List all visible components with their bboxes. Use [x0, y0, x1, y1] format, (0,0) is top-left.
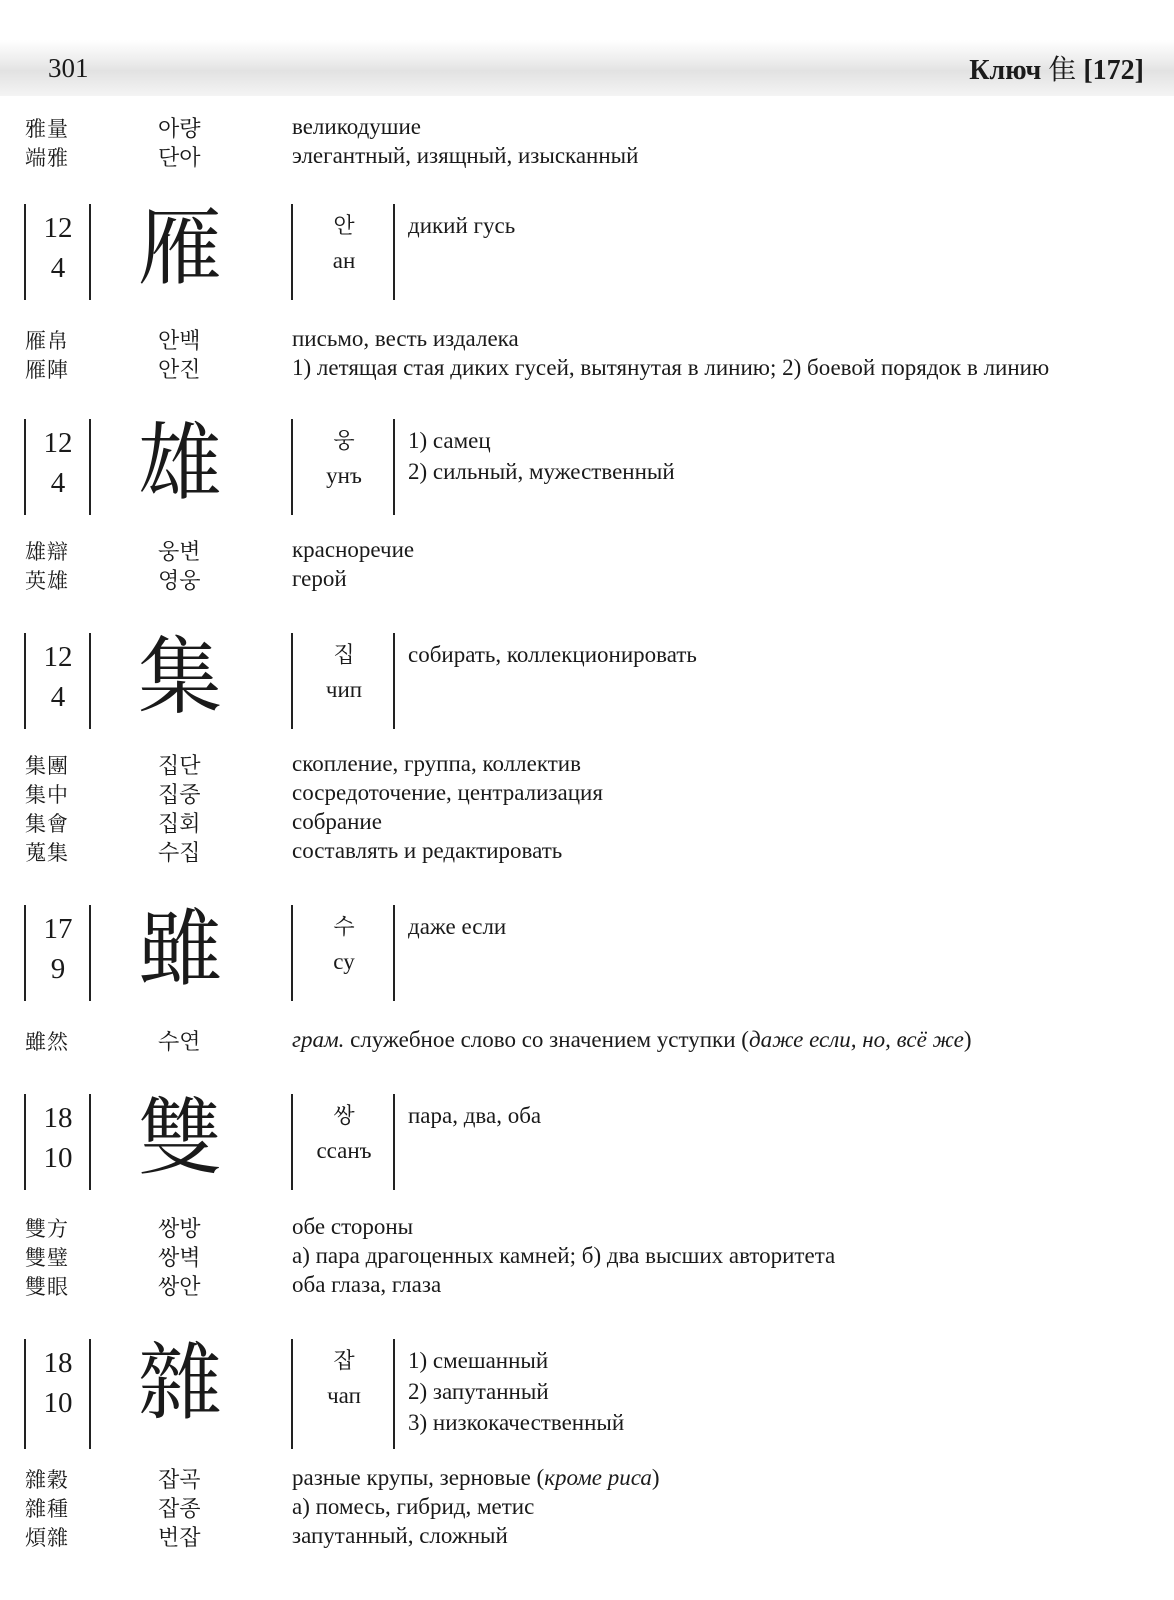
compound-list	[0, 1025, 1174, 1054]
compound-meaning: сосредоточение, централизация	[292, 780, 603, 805]
stroke-counts	[26, 208, 90, 288]
reading-russian: унъ	[326, 463, 362, 488]
compound-korean: 웅변	[158, 540, 201, 565]
strokes-extra: 4	[50, 252, 66, 284]
strokes-total: 12	[43, 212, 73, 244]
compound-hanja: 端雅	[25, 146, 69, 170]
key-prefix: Ключ	[969, 55, 1042, 86]
headword-meaning	[408, 1345, 1148, 1438]
compound-hanja: 雁帛	[25, 329, 69, 353]
meaning-line: даже если	[408, 914, 507, 939]
hanja-entry-header	[0, 628, 1174, 729]
meaning-line: 2) сильный, мужественный	[408, 459, 675, 484]
divider-line	[393, 633, 395, 729]
compound-korean: 수연	[158, 1030, 201, 1055]
compound-list	[0, 112, 1174, 170]
compound-hanja: 雖然	[25, 1030, 69, 1054]
compound-hanja: 雜種	[25, 1497, 69, 1521]
compound-row	[0, 1463, 1174, 1492]
stroke-counts	[26, 909, 90, 989]
divider-line	[291, 633, 293, 729]
compound-meaning: запутанный, сложный	[292, 1523, 508, 1548]
headword-meaning	[408, 639, 1148, 670]
compound-hanja: 集團	[25, 754, 69, 778]
compound-row	[0, 112, 1174, 141]
compound-hanja: 雙璧	[25, 1246, 69, 1270]
compound-row	[0, 324, 1174, 353]
headword-character: 雖	[138, 900, 223, 998]
page-number: 301	[48, 53, 89, 83]
compound-row	[0, 778, 1174, 807]
compound-korean: 쌍벽	[158, 1246, 201, 1271]
headword-meaning	[408, 210, 1148, 241]
divider-line	[393, 204, 395, 300]
meaning-line: 1) смешанный	[408, 1348, 549, 1373]
compound-row	[0, 807, 1174, 836]
strokes-total: 12	[43, 427, 73, 459]
headword-character: 雙	[138, 1089, 223, 1187]
stroke-counts	[26, 637, 90, 717]
headword-character: 雄	[138, 414, 223, 512]
stroke-counts	[26, 1343, 90, 1423]
compound-row	[0, 1492, 1174, 1521]
headword-meaning	[408, 425, 1148, 487]
key-number: [172]	[1083, 55, 1144, 86]
compound-korean: 집중	[158, 783, 201, 808]
reading	[296, 911, 392, 979]
reading	[296, 1100, 392, 1168]
compound-hanja: 雙眼	[25, 1275, 69, 1299]
compound-meaning: великодушие	[292, 114, 421, 139]
reading-russian: чип	[325, 677, 363, 702]
reading-korean: 집	[333, 643, 355, 668]
reading-korean: 수	[333, 915, 355, 940]
meaning-line: 1) самец	[408, 428, 491, 453]
compound-row	[0, 353, 1174, 383]
divider-line	[393, 905, 395, 1001]
radical-key-label	[969, 48, 1144, 88]
strokes-total: 17	[43, 913, 73, 945]
meaning-line: 2) запутанный	[408, 1379, 549, 1404]
compound-korean: 집단	[158, 754, 201, 779]
compound-hanja: 煩雜	[25, 1526, 69, 1550]
reading-russian: чап	[327, 1383, 361, 1408]
compound-hanja: 集會	[25, 812, 69, 836]
reading-korean: 잡	[333, 1349, 355, 1374]
meaning-line: пара, два, оба	[408, 1103, 542, 1128]
headword-meaning	[408, 911, 1148, 942]
headword-character: 集	[138, 628, 223, 726]
strokes-extra: 10	[43, 1142, 73, 1174]
meaning-line: собирать, коллекционировать	[408, 642, 697, 667]
compound-hanja: 集中	[25, 783, 69, 807]
divider-line	[291, 419, 293, 515]
divider-line	[393, 1339, 395, 1449]
compound-meaning: оба глаза, глаза	[292, 1272, 442, 1297]
strokes-extra: 4	[50, 681, 66, 713]
reading	[296, 639, 392, 707]
compound-row	[0, 535, 1174, 564]
compound-hanja: 雅量	[25, 117, 69, 141]
headword-meaning	[408, 1100, 1148, 1131]
divider-line	[393, 1094, 395, 1190]
reading-korean: 쌍	[333, 1104, 355, 1129]
compound-row	[0, 1270, 1174, 1299]
meaning-suffix: )	[651, 1465, 660, 1490]
strokes-total: 12	[43, 641, 73, 673]
divider-line	[291, 1094, 293, 1190]
hanja-entry-header	[0, 1089, 1174, 1190]
compound-korean: 안진	[158, 358, 201, 383]
compound-korean: 잡종	[158, 1497, 201, 1522]
hanja-entry-header	[0, 199, 1174, 300]
divider-line	[291, 1339, 293, 1449]
compound-meaning	[292, 1025, 1140, 1055]
compound-hanja: 蒐集	[25, 841, 69, 865]
reading-korean: 안	[333, 214, 355, 239]
compound-row	[0, 564, 1174, 593]
divider-line	[291, 204, 293, 300]
compound-list	[0, 535, 1174, 593]
compound-korean: 아량	[158, 117, 201, 142]
compound-korean: 단아	[158, 146, 201, 171]
compound-meaning: собрание	[292, 809, 382, 834]
compound-korean: 번잡	[158, 1526, 201, 1551]
entries-list	[0, 112, 1174, 1550]
compound-meaning: герой	[292, 566, 347, 591]
compound-row	[0, 1521, 1174, 1550]
compound-meaning: письмо, весть издалека	[292, 326, 519, 351]
compound-meaning: а) помесь, гибрид, метис	[292, 1494, 535, 1519]
reading-korean: 웅	[333, 429, 355, 454]
compound-korean: 안백	[158, 329, 201, 354]
compound-meaning: а) пара драгоценных камней; б) два высших авторитета	[292, 1243, 836, 1268]
compound-korean: 쌍방	[158, 1217, 201, 1242]
compound-korean: 집회	[158, 812, 201, 837]
compound-list	[0, 324, 1174, 383]
compound-list	[0, 1463, 1174, 1550]
meaning-text: служебное слово со значением уступки (	[344, 1027, 749, 1052]
compound-korean: 잡곡	[158, 1468, 201, 1493]
meaning-text: разные крупы, зерновые (	[292, 1465, 545, 1490]
strokes-extra: 9	[50, 953, 66, 985]
compound-row	[0, 1212, 1174, 1241]
compound-row	[0, 749, 1174, 778]
stroke-counts	[26, 423, 90, 503]
compound-hanja: 雜穀	[25, 1468, 69, 1492]
compound-meaning: обе стороны	[292, 1214, 414, 1239]
meaning-italic: даже если, но, всё же	[748, 1027, 964, 1052]
compound-list	[0, 749, 1174, 865]
compound-meaning: скопление, группа, коллектив	[292, 751, 581, 776]
compound-row	[0, 836, 1174, 865]
compound-row	[0, 1241, 1174, 1270]
meaning-line: 3) низкокачественный	[408, 1410, 625, 1435]
reading-russian: су	[333, 949, 355, 974]
divider-line	[393, 419, 395, 515]
compound-row	[0, 141, 1174, 170]
compound-row	[0, 1025, 1174, 1054]
compound-hanja: 雄辯	[25, 540, 69, 564]
reading-russian: ссанъ	[316, 1138, 372, 1163]
headword-character: 雁	[138, 199, 223, 297]
compound-meaning: красноречие	[292, 537, 415, 562]
compound-hanja: 英雄	[25, 569, 69, 593]
meaning-suffix: )	[963, 1027, 972, 1052]
divider-line	[291, 905, 293, 1001]
compound-meaning: 1) летящая стая диких гусей, вытянутая в линию; 2) боевой порядок в линию	[292, 355, 1050, 380]
strokes-extra: 4	[50, 467, 66, 499]
compound-meaning	[292, 1463, 1140, 1493]
strokes-total: 18	[43, 1102, 73, 1134]
compound-hanja: 雁陣	[25, 358, 69, 382]
headword-character: 雜	[138, 1334, 223, 1432]
key-char: 隹	[1048, 55, 1077, 86]
compound-korean: 영웅	[158, 569, 201, 594]
stroke-counts	[26, 1098, 90, 1178]
reading-russian: ан	[332, 248, 356, 273]
hanja-entry-header	[0, 900, 1174, 1001]
compound-hanja: 雙方	[25, 1217, 69, 1241]
compound-meaning: элегантный, изящный, изысканный	[292, 143, 639, 168]
grammar-abbrev: грам.	[292, 1027, 345, 1052]
meaning-italic: кроме риса	[544, 1465, 652, 1490]
strokes-total: 18	[43, 1347, 73, 1379]
compound-korean: 수집	[158, 841, 201, 866]
compound-list	[0, 1212, 1174, 1299]
hanja-entry-header	[0, 414, 1174, 515]
meaning-line: дикий гусь	[408, 213, 516, 238]
reading	[296, 425, 392, 493]
strokes-extra: 10	[43, 1387, 73, 1419]
reading	[296, 1345, 392, 1413]
compound-meaning: составлять и редактировать	[292, 838, 563, 863]
reading	[296, 210, 392, 278]
hanja-entry-header	[0, 1334, 1174, 1449]
compound-korean: 쌍안	[158, 1275, 201, 1300]
